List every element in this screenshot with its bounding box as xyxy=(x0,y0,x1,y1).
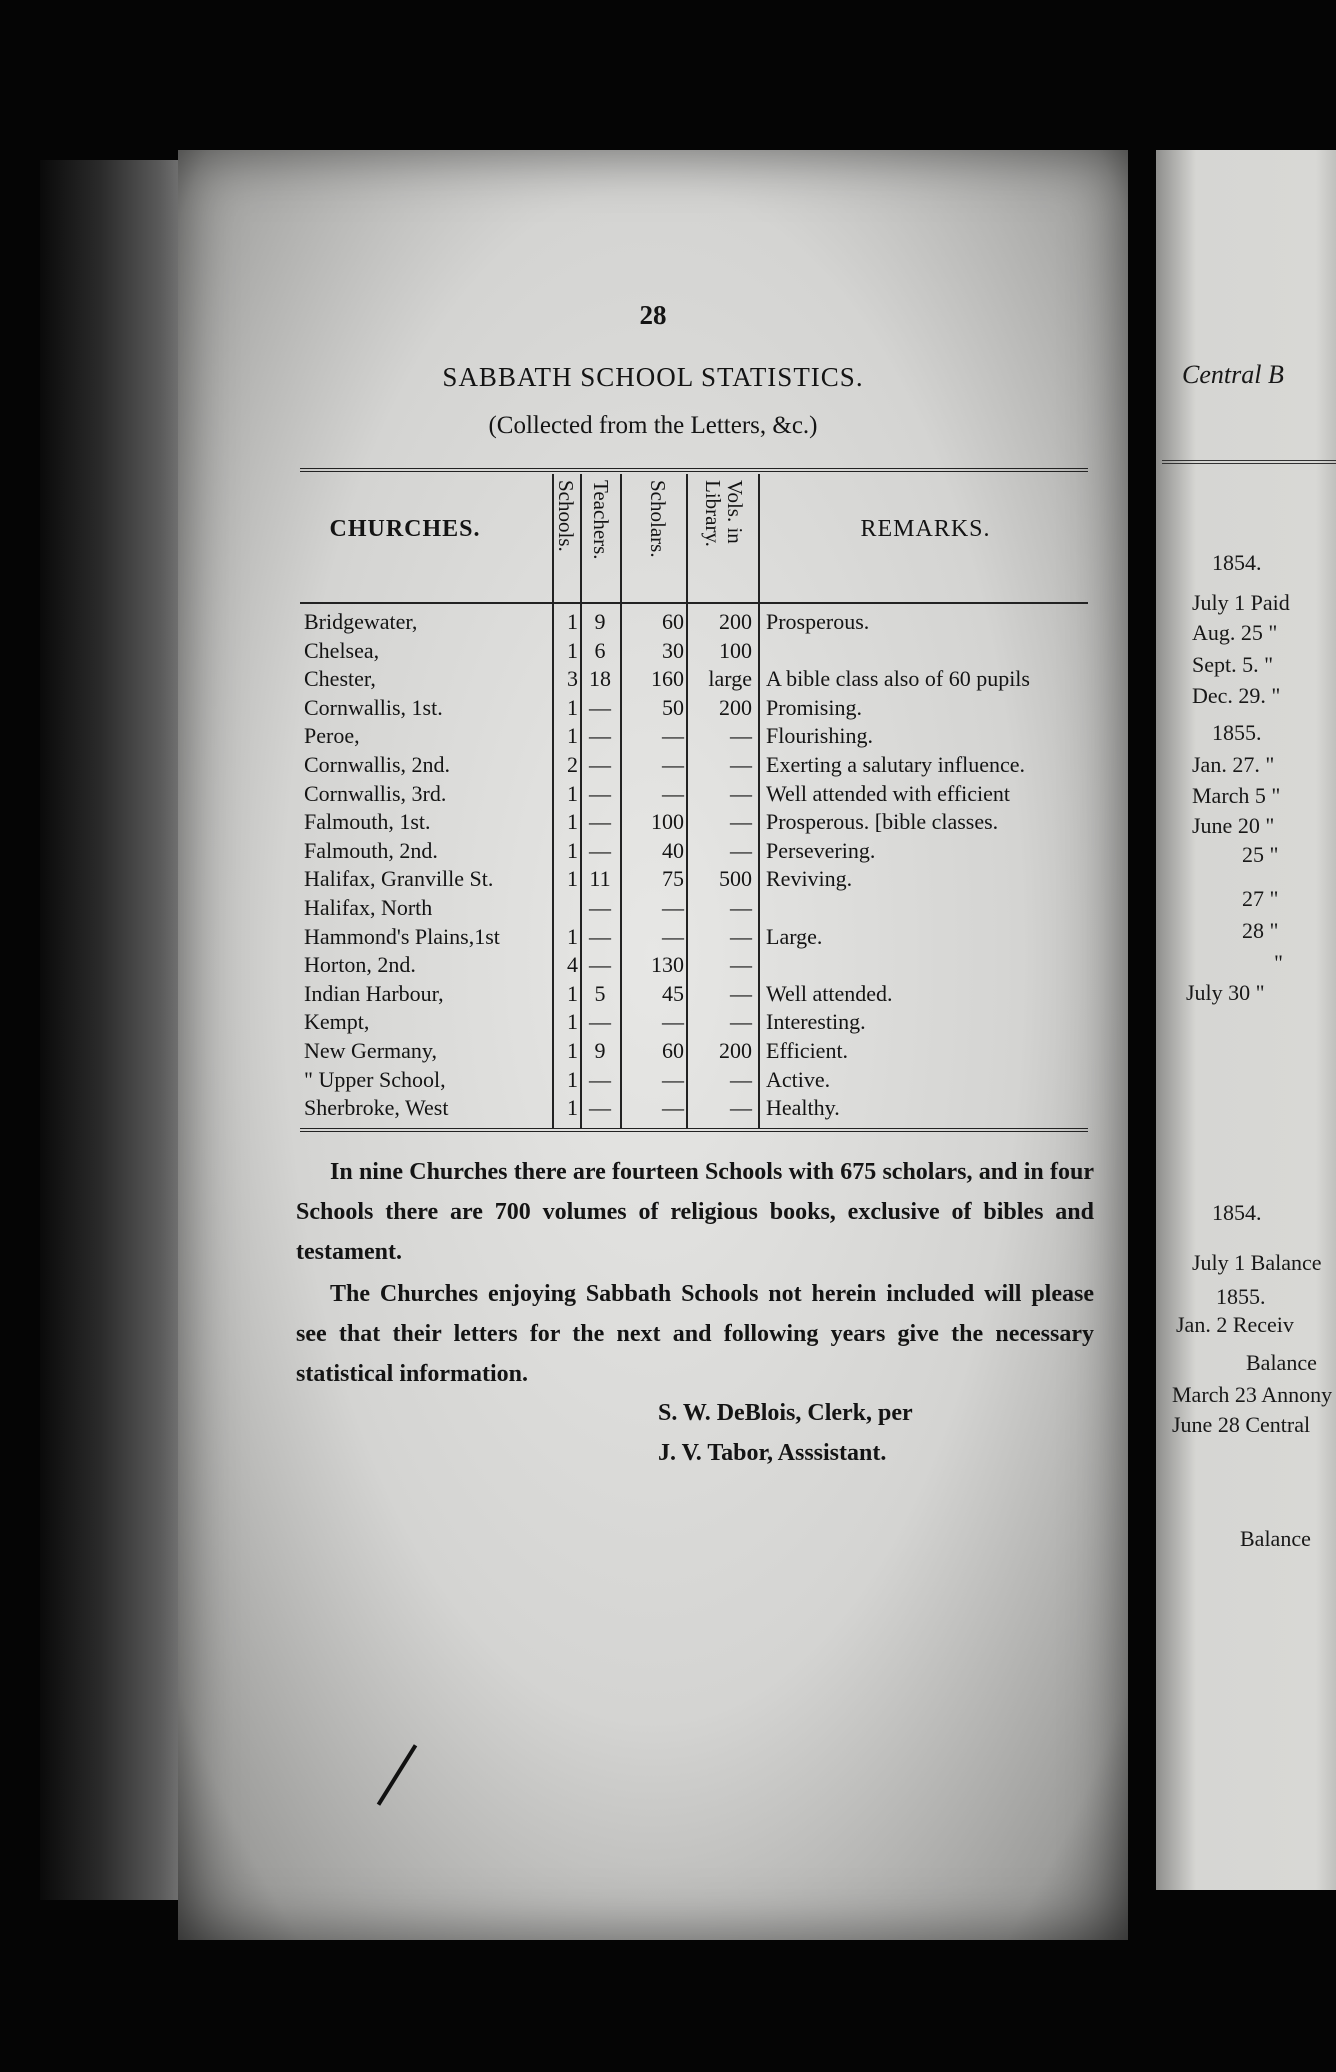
church-name: Indian Harbour, xyxy=(304,980,444,1006)
table-row xyxy=(300,923,1088,951)
facing-page-rule xyxy=(1162,460,1336,470)
ledger-entry: June 28 Central xyxy=(1172,1412,1311,1437)
vols-count: — xyxy=(730,837,752,863)
remarks-text: Well attended. xyxy=(766,980,893,1006)
schools-count: 1 xyxy=(567,780,578,806)
schools-count: 1 xyxy=(567,609,578,634)
remarks-text: Large. xyxy=(766,923,823,949)
church-name: Bridgewater, xyxy=(304,609,418,634)
church-name: " Upper School, xyxy=(304,1066,446,1092)
table-row xyxy=(300,665,1088,693)
scholars-count: 50 xyxy=(662,694,684,720)
schools-count: 1 xyxy=(567,637,578,663)
church-name: Falmouth, 2nd. xyxy=(304,837,438,863)
header-churches: CHURCHES. xyxy=(329,516,481,542)
church-name: Peroe, xyxy=(304,723,360,749)
scholars-count: 75 xyxy=(662,866,684,892)
scholars-count: — xyxy=(662,752,684,777)
church-name: Halifax, North xyxy=(304,895,433,920)
vols-count: — xyxy=(730,923,752,949)
vols-count: — xyxy=(730,723,752,749)
table-row xyxy=(300,1008,1088,1036)
remarks-text: Prosperous. [bible classes. xyxy=(766,809,999,835)
schools-count: 1 xyxy=(567,980,578,1006)
ledger-entry: 1855. xyxy=(1216,1284,1266,1309)
remarks-text: Healthy. xyxy=(766,1095,840,1121)
header-vols-library: Vols. in Library. xyxy=(701,480,747,547)
scholars-count: — xyxy=(662,923,684,949)
signature-clerk: S. W. DeBlois, Clerk, per xyxy=(658,1400,913,1426)
scholars-count: — xyxy=(662,1066,684,1092)
book-spine xyxy=(40,160,190,1900)
request-paragraph: The Churches enjoying Sabbath Schools not herein included will please see that their letters for the next and following years give the necessary statistical information. xyxy=(296,1281,1094,1387)
ledger-entry: Balance xyxy=(1246,1350,1317,1375)
ledger-entry: Jan. 27. " xyxy=(1192,752,1275,777)
scholars-count: — xyxy=(662,723,684,749)
table-row xyxy=(300,894,1088,922)
remarks-text: Persevering. xyxy=(766,837,876,863)
ledger-entry: July 1 Balance xyxy=(1192,1250,1322,1275)
vols-count: large xyxy=(708,666,752,692)
vols-count: — xyxy=(730,752,752,777)
header-schools: Schools. xyxy=(554,480,578,552)
schools-count: 1 xyxy=(567,694,578,720)
schools-count: 1 xyxy=(567,1095,578,1121)
remarks-text: Flourishing. xyxy=(766,723,873,749)
church-name: Cornwallis, 1st. xyxy=(304,694,443,720)
table-header-rule xyxy=(300,602,1088,604)
church-name: Chelsea, xyxy=(304,637,380,663)
church-name: Cornwallis, 2nd. xyxy=(304,752,451,777)
vols-count: — xyxy=(730,1095,752,1121)
ledger-entry: Dec. 29. " xyxy=(1192,683,1281,708)
church-name: New Germany, xyxy=(304,1038,437,1063)
teachers-count: — xyxy=(589,1095,611,1121)
table-row xyxy=(300,751,1088,779)
schools-count: 1 xyxy=(567,809,578,835)
remarks-text: Reviving. xyxy=(766,866,853,892)
vols-count: — xyxy=(730,1009,752,1035)
teachers-count: 18 xyxy=(589,666,611,692)
ledger-entry: March 23 Annony xyxy=(1172,1382,1333,1407)
table-row xyxy=(300,637,1088,665)
vols-count: — xyxy=(730,780,752,806)
scholars-count: — xyxy=(662,895,684,920)
header-teachers: Teachers. xyxy=(589,480,613,560)
scholars-count: 60 xyxy=(662,1038,684,1063)
teachers-count: — xyxy=(589,952,611,978)
table-row xyxy=(300,1037,1088,1065)
teachers-count: — xyxy=(589,752,611,777)
scholars-count: 40 xyxy=(662,837,684,863)
teachers-count: — xyxy=(589,723,611,749)
table-row xyxy=(300,1094,1088,1122)
ledger-entry: Jan. 2 Receiv xyxy=(1176,1312,1294,1337)
ledger-entry: 1854. xyxy=(1212,550,1262,575)
ledger-entry: March 5 " xyxy=(1192,783,1281,808)
summary-paragraph: In nine Churches there are fourteen Schools with 675 scholars, and in four Schools there are 700 volumes of religious books, exclusive of bibles and testament. xyxy=(296,1159,1094,1265)
remarks-text: Exerting a salutary influence. xyxy=(766,752,1026,777)
table-bottom-rule xyxy=(300,1128,1088,1138)
table-row xyxy=(300,780,1088,808)
remarks-text: Promising. xyxy=(766,694,862,720)
table-row xyxy=(300,608,1088,636)
vols-count: 200 xyxy=(719,609,752,634)
schools-count: 1 xyxy=(567,923,578,949)
teachers-count: 9 xyxy=(594,1038,606,1063)
table-row xyxy=(300,980,1088,1008)
schools-count: 4 xyxy=(567,952,578,978)
signature-assistant: J. V. Tabor, Asssistant. xyxy=(658,1440,887,1466)
teachers-count: 11 xyxy=(589,866,611,892)
church-name: Chester, xyxy=(304,666,376,692)
vols-count: — xyxy=(730,1066,752,1092)
ledger-entry: 27 " xyxy=(1242,886,1279,911)
vols-count: — xyxy=(730,980,752,1006)
schools-count: 1 xyxy=(567,866,578,892)
ledger-entry: Aug. 25 " xyxy=(1192,620,1278,645)
ledger-entry: July 1 Paid xyxy=(1192,590,1290,615)
vols-count: — xyxy=(730,809,752,835)
remarks-text: Prosperous. xyxy=(766,609,870,634)
teachers-count: — xyxy=(589,837,611,863)
ledger-entry: Sept. 5. " xyxy=(1192,652,1274,677)
vols-count: — xyxy=(730,895,752,920)
table-row xyxy=(300,1066,1088,1094)
ledger-entry: 28 " xyxy=(1242,918,1279,943)
teachers-count: — xyxy=(589,694,611,720)
teachers-count: — xyxy=(589,1066,611,1092)
ledger-entry: Balance xyxy=(1240,1526,1311,1551)
scholars-count: 160 xyxy=(651,666,684,692)
vols-count: 100 xyxy=(719,637,752,663)
page-subtitle: (Collected from the Letters, &c.) xyxy=(488,412,818,439)
scholars-count: — xyxy=(662,1095,684,1121)
header-remarks: REMARKS. xyxy=(860,516,991,542)
church-name: Sherbroke, West xyxy=(304,1095,449,1121)
table-row xyxy=(300,694,1088,722)
remarks-text: Well attended with efficient xyxy=(766,780,1011,806)
schools-count: 1 xyxy=(567,1038,578,1063)
header-scholars: Scholars. xyxy=(646,480,670,558)
ledger-entry: July 30 " xyxy=(1186,980,1265,1005)
scholars-count: 30 xyxy=(662,637,684,663)
scholars-count: 45 xyxy=(662,980,684,1006)
vols-count: 500 xyxy=(719,866,752,892)
page-title: SABBATH SCHOOL STATISTICS. xyxy=(442,362,864,392)
ledger-entry: June 20 " xyxy=(1192,813,1275,838)
table-top-rule xyxy=(300,468,1088,478)
church-name: Horton, 2nd. xyxy=(304,952,416,978)
ledger-entry: 25 " xyxy=(1242,842,1279,867)
teachers-count: — xyxy=(589,1009,611,1035)
vols-count: 200 xyxy=(719,1038,752,1063)
scholars-count: — xyxy=(662,1009,684,1035)
church-name: Cornwallis, 3rd. xyxy=(304,780,447,806)
schools-count: 1 xyxy=(567,1009,578,1035)
teachers-count: — xyxy=(589,780,611,806)
church-name: Falmouth, 1st. xyxy=(304,809,431,835)
ledger-entry: 1854. xyxy=(1212,1200,1262,1225)
scholars-count: 60 xyxy=(662,609,684,634)
table-row xyxy=(300,722,1088,750)
church-name: Kempt, xyxy=(304,1009,370,1035)
remarks-text: A bible class also of 60 pupils xyxy=(766,666,1030,692)
scholars-count: 100 xyxy=(651,809,684,835)
table-row xyxy=(300,865,1088,893)
schools-count: 1 xyxy=(567,723,578,749)
remarks-text: Interesting. xyxy=(766,1009,866,1035)
teachers-count: — xyxy=(589,895,611,920)
ledger-entry: 1855. xyxy=(1212,720,1262,745)
teachers-count: — xyxy=(589,809,611,835)
teachers-count: 9 xyxy=(594,609,606,634)
schools-count: 3 xyxy=(567,666,578,692)
vols-count: 200 xyxy=(719,694,752,720)
table-row xyxy=(300,951,1088,979)
schools-count: 1 xyxy=(567,837,578,863)
ledger-entry: " xyxy=(1274,950,1283,975)
remarks-text: Efficient. xyxy=(766,1038,849,1063)
teachers-count: 5 xyxy=(594,980,606,1006)
table-row xyxy=(300,808,1088,836)
schools-count: 1 xyxy=(567,1066,578,1092)
table-row xyxy=(300,837,1088,865)
remarks-text: Active. xyxy=(766,1066,831,1092)
scholars-count: 130 xyxy=(651,952,684,978)
church-name: Halifax, Granville St. xyxy=(304,866,494,892)
page-28 xyxy=(178,150,1128,1940)
vols-count: — xyxy=(730,952,752,978)
facing-page xyxy=(1156,150,1336,1890)
scholars-count: — xyxy=(662,780,684,806)
teachers-count: 6 xyxy=(594,637,606,663)
facing-page-title: Central B xyxy=(1182,360,1284,389)
page-number: 28 xyxy=(639,300,667,330)
schools-count: 2 xyxy=(567,752,578,777)
church-name: Hammond's Plains,1st xyxy=(304,923,500,949)
teachers-count: — xyxy=(589,923,611,949)
